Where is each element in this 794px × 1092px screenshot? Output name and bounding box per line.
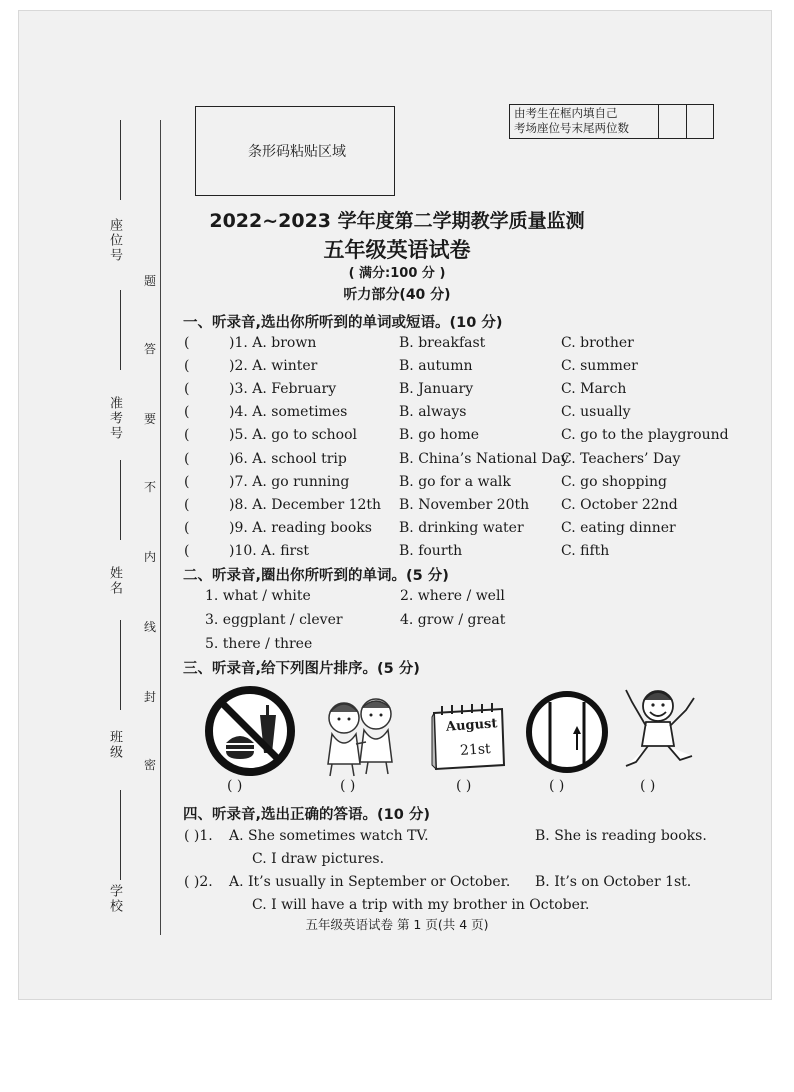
s1-option-a: )2. A. winter bbox=[229, 358, 318, 374]
answer-blank[interactable]: ( bbox=[184, 358, 190, 374]
s1-option-c: C. eating dinner bbox=[561, 520, 676, 536]
s1-option-c: C. fifth bbox=[561, 543, 610, 559]
s1-option-a: )10. A. first bbox=[229, 543, 310, 559]
s1-option-a: )1. A. brown bbox=[229, 335, 317, 351]
section-2-heading: 二、听录音,圈出你所听到的单词。(5 分) bbox=[183, 568, 449, 584]
s2-item: 3. eggplant / clever bbox=[205, 612, 343, 628]
answer-blank[interactable]: ( bbox=[184, 427, 190, 443]
s1-option-b: B. breakfast bbox=[399, 335, 486, 351]
margin-char: 封 bbox=[144, 690, 157, 704]
section-1-heading: 一、听录音,选出你所听到的单词或短语。(10 分) bbox=[183, 315, 503, 331]
s1-option-c: C. go shopping bbox=[561, 474, 667, 490]
seat-number-box bbox=[509, 104, 714, 139]
seat-label: 座位号 bbox=[107, 218, 122, 263]
s2-item: 4. grow / great bbox=[400, 612, 506, 628]
section-4-heading: 四、听录音,选出正确的答语。(10 分) bbox=[183, 807, 430, 823]
answer-blank[interactable]: ( )2. bbox=[184, 874, 213, 890]
answer-blank[interactable]: ( bbox=[184, 520, 190, 536]
picture-order-blank[interactable]: ( ) bbox=[456, 778, 472, 794]
margin-char: 线 bbox=[144, 620, 157, 634]
answer-blank[interactable]: ( bbox=[184, 381, 190, 397]
s1-option-c: C. March bbox=[561, 381, 627, 397]
s1-option-b: B. go for a walk bbox=[399, 474, 511, 490]
answer-blank[interactable]: ( bbox=[184, 335, 190, 351]
s1-option-c: C. usually bbox=[561, 404, 631, 420]
s4-q1-option-b: B. She is reading books. bbox=[535, 828, 707, 844]
s1-option-a: )3. A. February bbox=[229, 381, 337, 397]
s1-option-a: )5. A. go to school bbox=[229, 427, 358, 443]
s1-option-b: B. autumn bbox=[399, 358, 473, 374]
seat-fill-line bbox=[120, 120, 121, 200]
answer-blank[interactable]: ( bbox=[184, 451, 190, 467]
section-3-heading: 三、听录音,给下列图片排序。(5 分) bbox=[183, 661, 420, 677]
s4-q2-option-a: A. It’s usually in September or October. bbox=[229, 874, 511, 890]
s1-option-b: B. January bbox=[399, 381, 474, 397]
school-fill-line bbox=[120, 790, 121, 880]
answer-blank[interactable]: ( bbox=[184, 404, 190, 420]
exam-number-label: 准考号 bbox=[107, 396, 122, 441]
full-score: ( 满分:100 分 ) bbox=[348, 266, 446, 281]
answer-blank[interactable]: ( )1. bbox=[184, 828, 213, 844]
picture-order-blank[interactable]: ( ) bbox=[340, 778, 356, 794]
s1-option-a: )4. A. sometimes bbox=[229, 404, 348, 420]
calendar-day: 21st bbox=[459, 740, 492, 760]
s1-option-b: B. go home bbox=[399, 427, 480, 443]
s1-option-c: C. go to the playground bbox=[561, 427, 729, 443]
s1-option-a: )7. A. go running bbox=[229, 474, 350, 490]
calendar-month: August bbox=[445, 716, 498, 735]
margin-char: 答 bbox=[144, 342, 157, 356]
school-label: 学校 bbox=[107, 884, 122, 914]
listening-part-title: 听力部分(40 分) bbox=[343, 287, 451, 303]
s1-option-b: B. always bbox=[399, 404, 467, 420]
s2-item: 2. where / well bbox=[400, 588, 505, 604]
s1-option-c: C. October 22nd bbox=[561, 497, 678, 513]
no-food-drink-sign-picture bbox=[204, 685, 296, 777]
answer-blank[interactable]: ( bbox=[184, 474, 190, 490]
calendar-picture bbox=[428, 703, 508, 773]
answer-blank[interactable]: ( bbox=[184, 543, 190, 559]
s1-option-b: B. fourth bbox=[399, 543, 463, 559]
margin-char: 内 bbox=[144, 550, 157, 564]
answer-blank[interactable]: ( bbox=[184, 497, 190, 513]
picture-order-blank[interactable]: ( ) bbox=[549, 778, 565, 794]
s1-option-a: )6. A. school trip bbox=[229, 451, 347, 467]
s1-option-a: )9. A. reading books bbox=[229, 520, 372, 536]
seat-digit-cell-1 bbox=[658, 105, 687, 138]
s4-q1-option-a: A. She sometimes watch TV. bbox=[229, 828, 429, 844]
exam-title: 2022~2023 学年度第二学期教学质量监测 bbox=[209, 210, 585, 232]
s1-option-c: C. summer bbox=[561, 358, 638, 374]
margin-char: 密 bbox=[144, 758, 157, 772]
margin-char: 要 bbox=[144, 412, 157, 426]
s1-option-c: C. brother bbox=[561, 335, 634, 351]
name-fill-line bbox=[120, 460, 121, 540]
s1-option-a: )8. A. December 12th bbox=[229, 497, 382, 513]
s2-item: 5. there / three bbox=[205, 636, 313, 652]
s2-item: 1. what / white bbox=[205, 588, 311, 604]
class-label: 班级 bbox=[107, 730, 122, 760]
two-children-picture bbox=[314, 692, 406, 780]
margin-char: 题 bbox=[144, 274, 157, 288]
barcode-area bbox=[195, 106, 395, 196]
jumping-boy-picture bbox=[620, 680, 700, 776]
barcode-label: 条形码粘贴区域 bbox=[248, 144, 346, 160]
s1-option-c: C. Teachers’ Day bbox=[561, 451, 681, 467]
picture-order-blank[interactable]: ( ) bbox=[640, 778, 656, 794]
s1-option-b: B. drinking water bbox=[399, 520, 524, 536]
s4-q2-option-b: B. It’s on October 1st. bbox=[535, 874, 692, 890]
picture-order-blank[interactable]: ( ) bbox=[227, 778, 243, 794]
margin-char: 不 bbox=[144, 480, 157, 494]
s1-option-b: B. November 20th bbox=[399, 497, 530, 513]
page-footer: 五年级英语试卷 第 1 页(共 4 页) bbox=[305, 917, 489, 932]
paper-title: 五年级英语试卷 bbox=[323, 238, 471, 262]
s1-option-b: B. China’s National Day bbox=[399, 451, 569, 467]
seat-box-label: 由考生在框内填自己 考场座位号末尾两位数 bbox=[514, 106, 629, 135]
class-fill-line bbox=[120, 620, 121, 710]
name-label: 姓名 bbox=[107, 566, 122, 596]
s4-q1-option-c: C. I draw pictures. bbox=[252, 851, 385, 867]
s4-q2-option-c: C. I will have a trip with my brother in October. bbox=[252, 897, 590, 913]
seat-digit-cell-2 bbox=[686, 105, 714, 138]
door-arrow-sign-picture bbox=[524, 688, 610, 776]
